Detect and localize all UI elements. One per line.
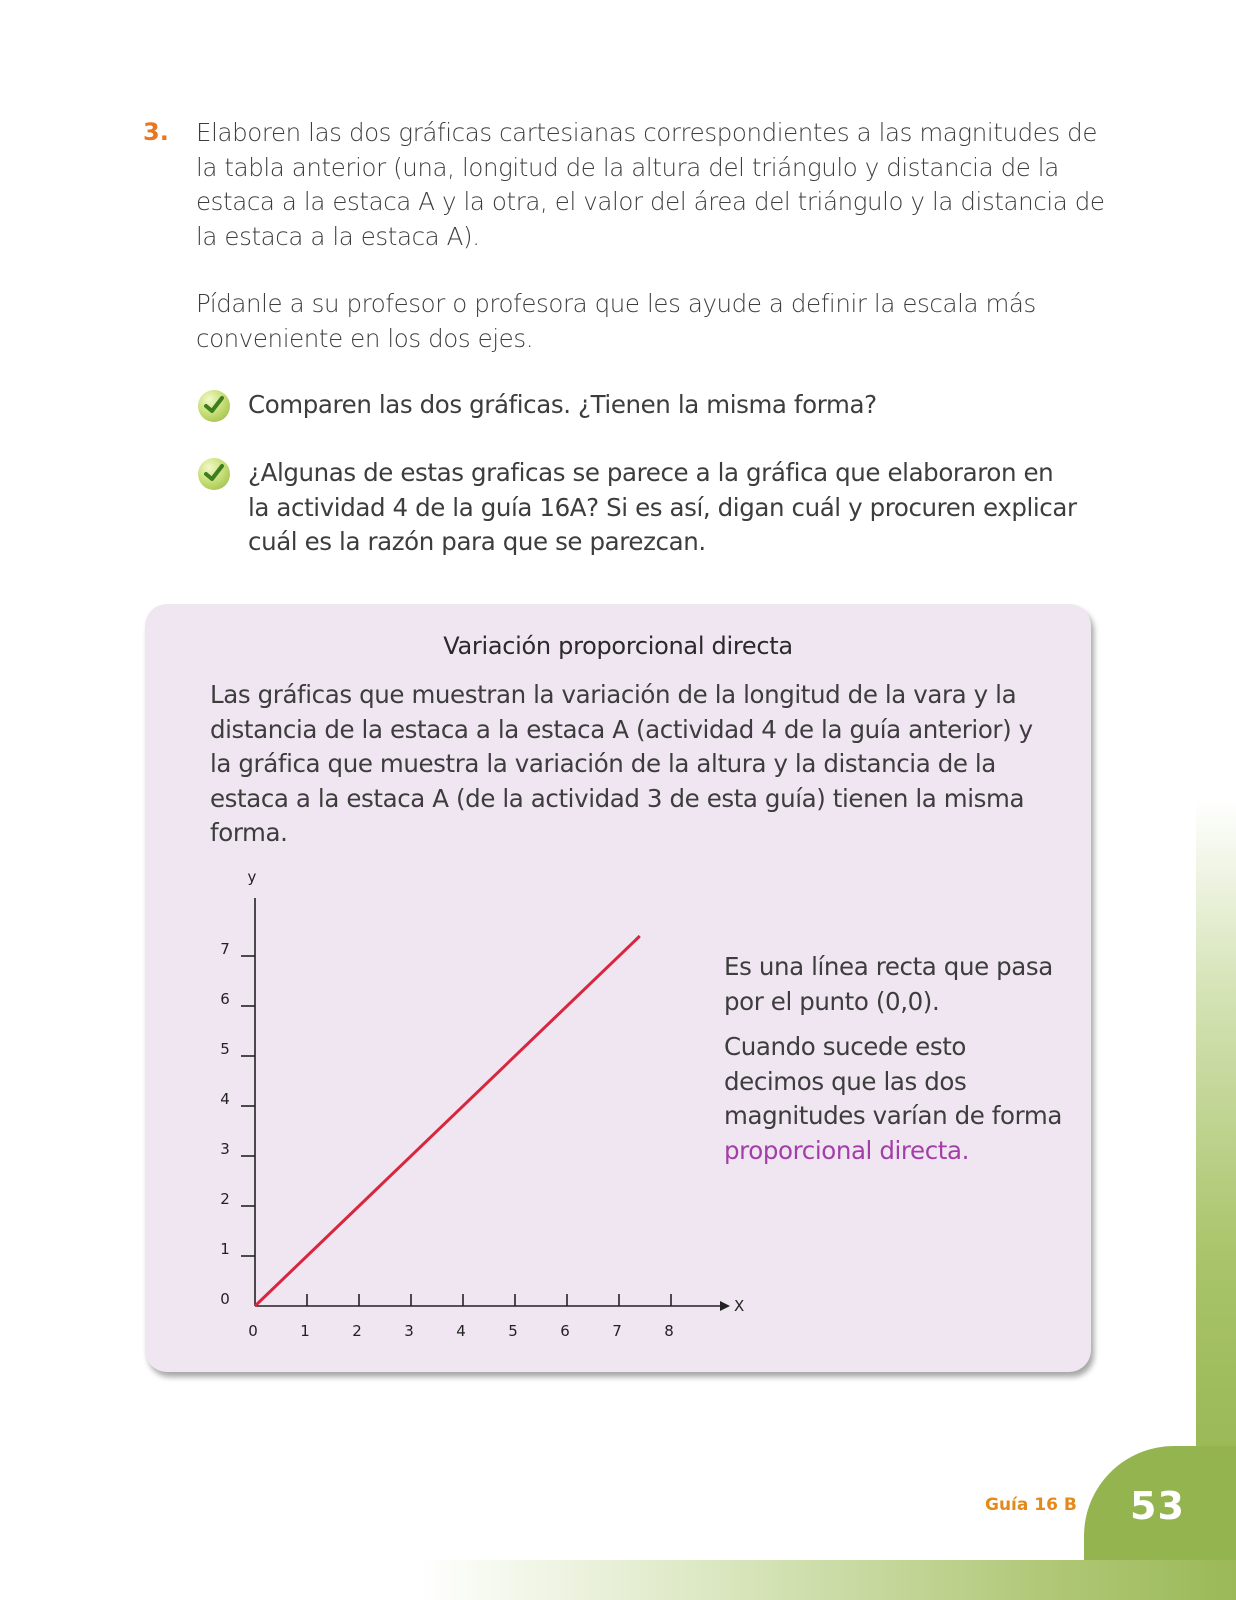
side-note-2 xyxy=(724,1030,1064,1168)
side-note-2-text: Cuando sucede esto decimos que las dos magnitudes varían de forma xyxy=(724,1032,1062,1130)
instruction-text: Elaboren las dos gráficas cartesianas correspondientes a las magnitudes de la tabla anterior (una, longitud de la altura del triángulo y distancia de la estaca a la estaca A y la otra, el valor del área del triángulo y la distancia de la estaca a la estaca A). xyxy=(196,118,1105,251)
green-bottom-band xyxy=(420,1560,1236,1600)
x-axis-arrow xyxy=(720,1301,730,1311)
series-line xyxy=(255,936,640,1306)
y-tick-label: 1 xyxy=(220,1240,230,1258)
y-tick-label: 6 xyxy=(220,990,230,1008)
y-tick-label: 3 xyxy=(220,1140,230,1158)
x-tick-label: 3 xyxy=(404,1322,414,1340)
item-number: 3. xyxy=(143,118,169,146)
line-chart xyxy=(200,860,760,1360)
y-axis-label: y xyxy=(247,868,257,886)
x-tick-label: 4 xyxy=(456,1322,466,1340)
y-tick-label: 7 xyxy=(220,940,230,958)
y-tick-label: 2 xyxy=(220,1190,230,1208)
x-tick-label: 5 xyxy=(508,1322,518,1340)
highlight-term: proporcional directa. xyxy=(724,1135,969,1165)
bullet-item-1: Comparen las dos gráficas. ¿Tienen la misma forma? xyxy=(248,390,877,419)
x-tick-label: 2 xyxy=(352,1322,362,1340)
y-tick-label: 5 xyxy=(220,1040,230,1058)
x-tick-label: 7 xyxy=(612,1322,622,1340)
guide-label: Guía 16 B xyxy=(985,1495,1077,1515)
side-note-1: Es una línea recta que pasa por el punto (0,0). xyxy=(724,952,1053,1016)
x-tick-label: 0 xyxy=(248,1322,258,1340)
check-icon xyxy=(198,458,230,490)
teacher-note-text: Pídanle a su profesor o profesora que les ayude a definir la escala más conveniente en los dos ejes. xyxy=(196,289,1036,353)
x-tick-label: 6 xyxy=(560,1322,570,1340)
bullet-item-2: ¿Algunas de estas graficas se parece a la gráfica que elaboraron en la actividad 4 de la guía 16A? Si es así, digan cuál y procuren explicar cuál es la razón para que se parezcan. xyxy=(248,458,1077,556)
box-text: Las gráficas que muestran la variación de la longitud de la vara y la distancia de la estaca a la estaca A (actividad 4 de la guía anterior) y la gráfica que muestra la variación de la altura y la distancia de la estaca a la estaca A (de la actividad 3 de esta guía) tienen la misma forma. xyxy=(210,680,1033,847)
y-tick-label: 4 xyxy=(220,1090,230,1108)
page-number: 53 xyxy=(1130,1484,1185,1528)
y-tick-label: 0 xyxy=(220,1290,230,1308)
x-axis-label: X xyxy=(734,1297,745,1315)
box-title: Variación proporcional directa xyxy=(443,632,793,660)
x-tick-label: 8 xyxy=(664,1322,674,1340)
x-tick-label: 1 xyxy=(300,1322,310,1340)
check-icon xyxy=(198,390,230,422)
